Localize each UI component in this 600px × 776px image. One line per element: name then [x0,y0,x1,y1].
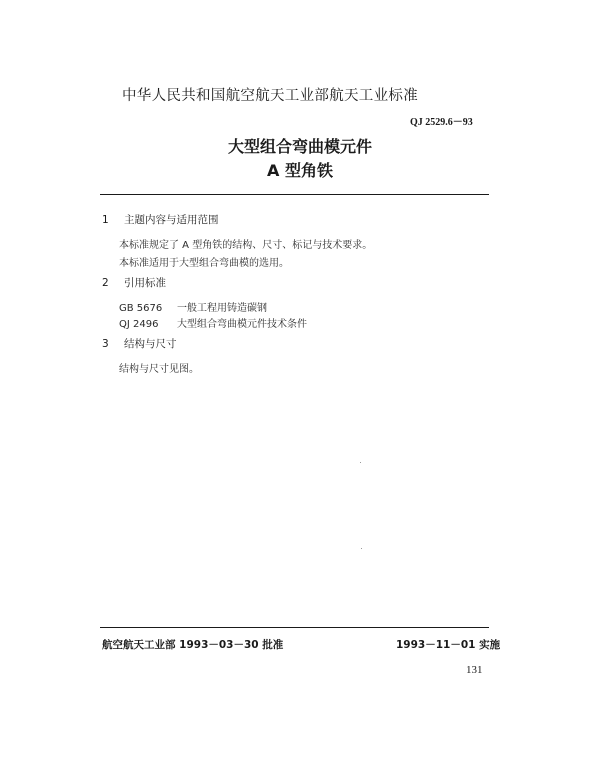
paragraph: 结构与尺寸见图。 [119,364,199,375]
reference-title: 一般工程用铸造碳钢 [177,303,267,314]
scan-speck [361,548,362,549]
section-title: 引用标准 [124,277,166,289]
section-title: 结构与尺寸 [124,338,177,350]
approval-note: 航空航天工业部 1993－03－30 批准 [102,639,284,651]
reference-title: 大型组合弯曲模元件技术条件 [177,319,307,330]
section-title: 主题内容与适用范围 [124,214,219,226]
scan-speck [360,462,361,463]
document-number: QJ 2529.6－93 [410,117,473,128]
header-divider [100,194,489,195]
document-title: 大型组合弯曲模元件 [227,137,372,156]
reference-item [119,299,267,314]
page-number: 131 [466,664,483,676]
issuing-organization: 中华人民共和国航空航天工业部航天工业标准 [122,88,418,104]
section-number: 1 [102,214,109,226]
effective-date: 1993－11－01 实施 [396,639,501,651]
document-subtitle: A 型角铁 [267,161,333,180]
reference-code: GB 5676 [119,303,163,314]
section-heading [102,275,166,290]
section-heading [102,336,177,351]
reference-item [119,315,307,330]
paragraph: 本标准适用于大型组合弯曲模的选用。 [119,258,289,269]
section-number: 2 [102,277,109,289]
footer-divider [100,627,489,628]
section-heading [102,212,219,227]
section-number: 3 [102,338,109,350]
paragraph: 本标准规定了 A 型角铁的结构、尺寸、标记与技术要求。 [119,240,373,251]
reference-code: QJ 2496 [119,319,159,330]
